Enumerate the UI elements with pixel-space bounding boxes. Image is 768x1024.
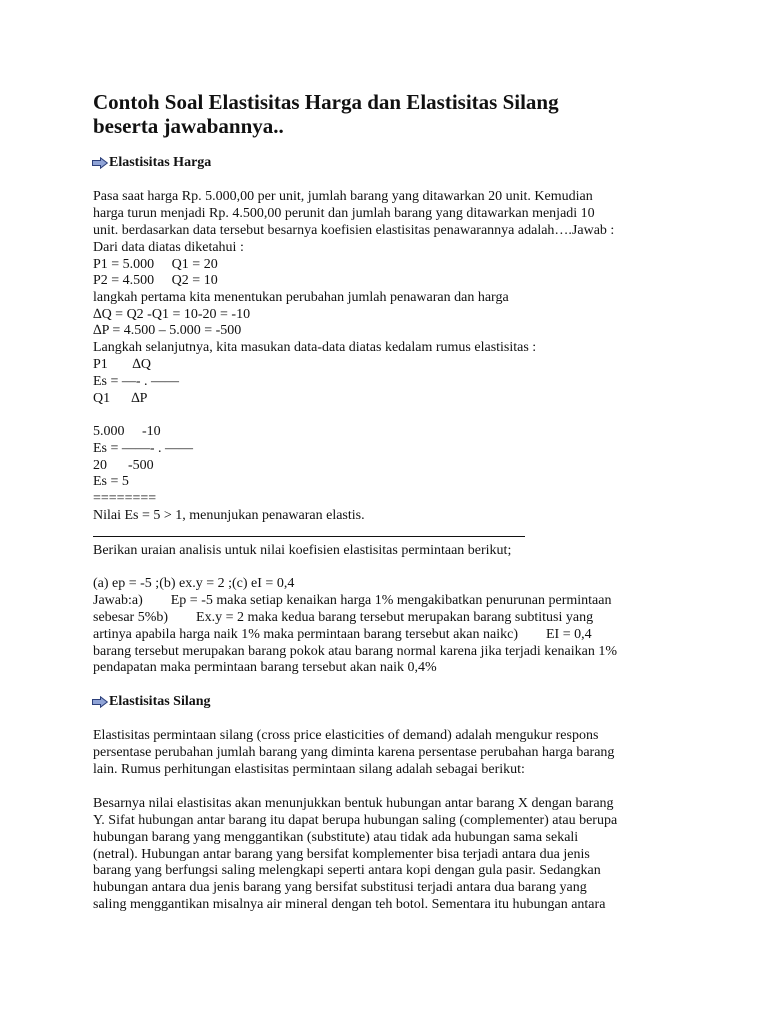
text-line: Berikan uraian analisis untuk nilai koefisien elastisitas permintaan berikut; xyxy=(93,543,512,558)
text-line: Es = ——- . —— xyxy=(93,441,194,456)
title-line-2: beserta jawabannya.. xyxy=(93,114,284,138)
text-line: Nilai Es = 5 > 1, menunjukan penawaran elastis. xyxy=(93,508,365,523)
section-heading-label: Elastisitas Harga xyxy=(109,155,212,170)
text-line: Dari data diatas diketahui : xyxy=(93,240,244,255)
text-line: saling menggantikan misalnya air mineral dengan teh botol. Sementara itu hubungan antara xyxy=(93,897,606,912)
title-line-1: Contoh Soal Elastisitas Harga dan Elastisitas Silang xyxy=(93,90,559,114)
text-line: P2 = 4.500 Q2 = 10 xyxy=(93,273,218,288)
text-line: hubungan barang yang menggantikan (substitute) atau tidak ada hubungan sama sekali xyxy=(93,830,579,845)
text-line: unit. berdasarkan data tersebut besarnya koefisien elastisitas penawarannya adalah….Jawab : xyxy=(93,223,615,238)
text-line: P1 ∆Q xyxy=(93,357,151,372)
text-line: ======== xyxy=(93,491,157,506)
text-line: Elastisitas permintaan silang (cross price elasticities of demand) adalah mengukur respons xyxy=(93,728,599,743)
arrow-right-icon xyxy=(92,696,108,708)
text-line: barang yang berfungsi saling melengkapi seperti antara kopi dengan gula pasir. Sedangkan xyxy=(93,863,601,878)
text-line: ∆P = 4.500 – 5.000 = -500 xyxy=(93,323,242,338)
text-line: hubungan antara dua jenis barang yang bersifat substitusi terjadi antara dua barang yang xyxy=(93,880,587,895)
arrow-right-icon xyxy=(92,157,108,169)
text-line: (a) ep = -5 ;(b) ex.y = 2 ;(c) eI = 0,4 xyxy=(93,576,295,591)
text-line: Es = —- . —— xyxy=(93,374,180,389)
text-line: barang tersebut merupakan barang pokok atau barang normal karena jika terjadi kenaikan 1% xyxy=(93,644,618,659)
text-line: P1 = 5.000 Q1 = 20 xyxy=(93,257,218,272)
text-line: 20 -500 xyxy=(93,458,154,473)
text-line: Es = 5 xyxy=(93,474,129,489)
section-heading-elastisitas-silang xyxy=(92,694,211,710)
text-line: harga turun menjadi Rp. 4.500,00 perunit dan jumlah barang yang ditawarkan menjadi 10 xyxy=(93,206,595,221)
document-title xyxy=(93,90,693,138)
section-heading-elastisitas-harga xyxy=(92,155,211,171)
text-line: langkah pertama kita menentukan perubahan jumlah penawaran dan harga xyxy=(93,290,509,305)
text-line: Q1 ∆P xyxy=(93,391,148,406)
text-line: Y. Sifat hubungan antar barang itu dapat berupa hubungan saling (complementer) atau berupa xyxy=(93,813,618,828)
text-line: 5.000 -10 xyxy=(93,424,161,439)
text-line: ∆Q = Q2 -Q1 = 10-20 = -10 xyxy=(93,307,251,322)
horizontal-rule xyxy=(93,536,525,537)
text-line: Jawab:a) Ep = -5 maka setiap kenaikan harga 1% mengakibatkan penurunan permintaan xyxy=(93,593,612,608)
text-line: sebesar 5%b) Ex.y = 2 maka kedua barang tersebut merupakan barang subtitusi yang xyxy=(93,610,594,625)
text-line: lain. Rumus perhitungan elastisitas permintaan silang adalah sebagai berikut: xyxy=(93,762,525,777)
text-line: persentase perubahan jumlah barang yang diminta karena persentase perubahan harga barang xyxy=(93,745,615,760)
text-line: Pasa saat harga Rp. 5.000,00 per unit, jumlah barang yang ditawarkan 20 unit. Kemudian xyxy=(93,189,593,204)
text-line: Besarnya nilai elastisitas akan menunjukkan bentuk hubungan antar barang X dengan barang xyxy=(93,796,614,811)
text-line: (netral). Hubungan antar barang yang bersifat komplementer bisa terjadi antara dua jenis xyxy=(93,847,590,862)
section-heading-label: Elastisitas Silang xyxy=(109,694,211,709)
text-line: artinya apabila harga naik 1% maka permintaan barang tersebut akan naikc) EI = 0,4 xyxy=(93,627,592,642)
text-line: Langkah selanjutnya, kita masukan data-data diatas kedalam rumus elastisitas : xyxy=(93,340,537,355)
text-line: pendapatan maka permintaan barang tersebut akan naik 0,4% xyxy=(93,660,437,675)
